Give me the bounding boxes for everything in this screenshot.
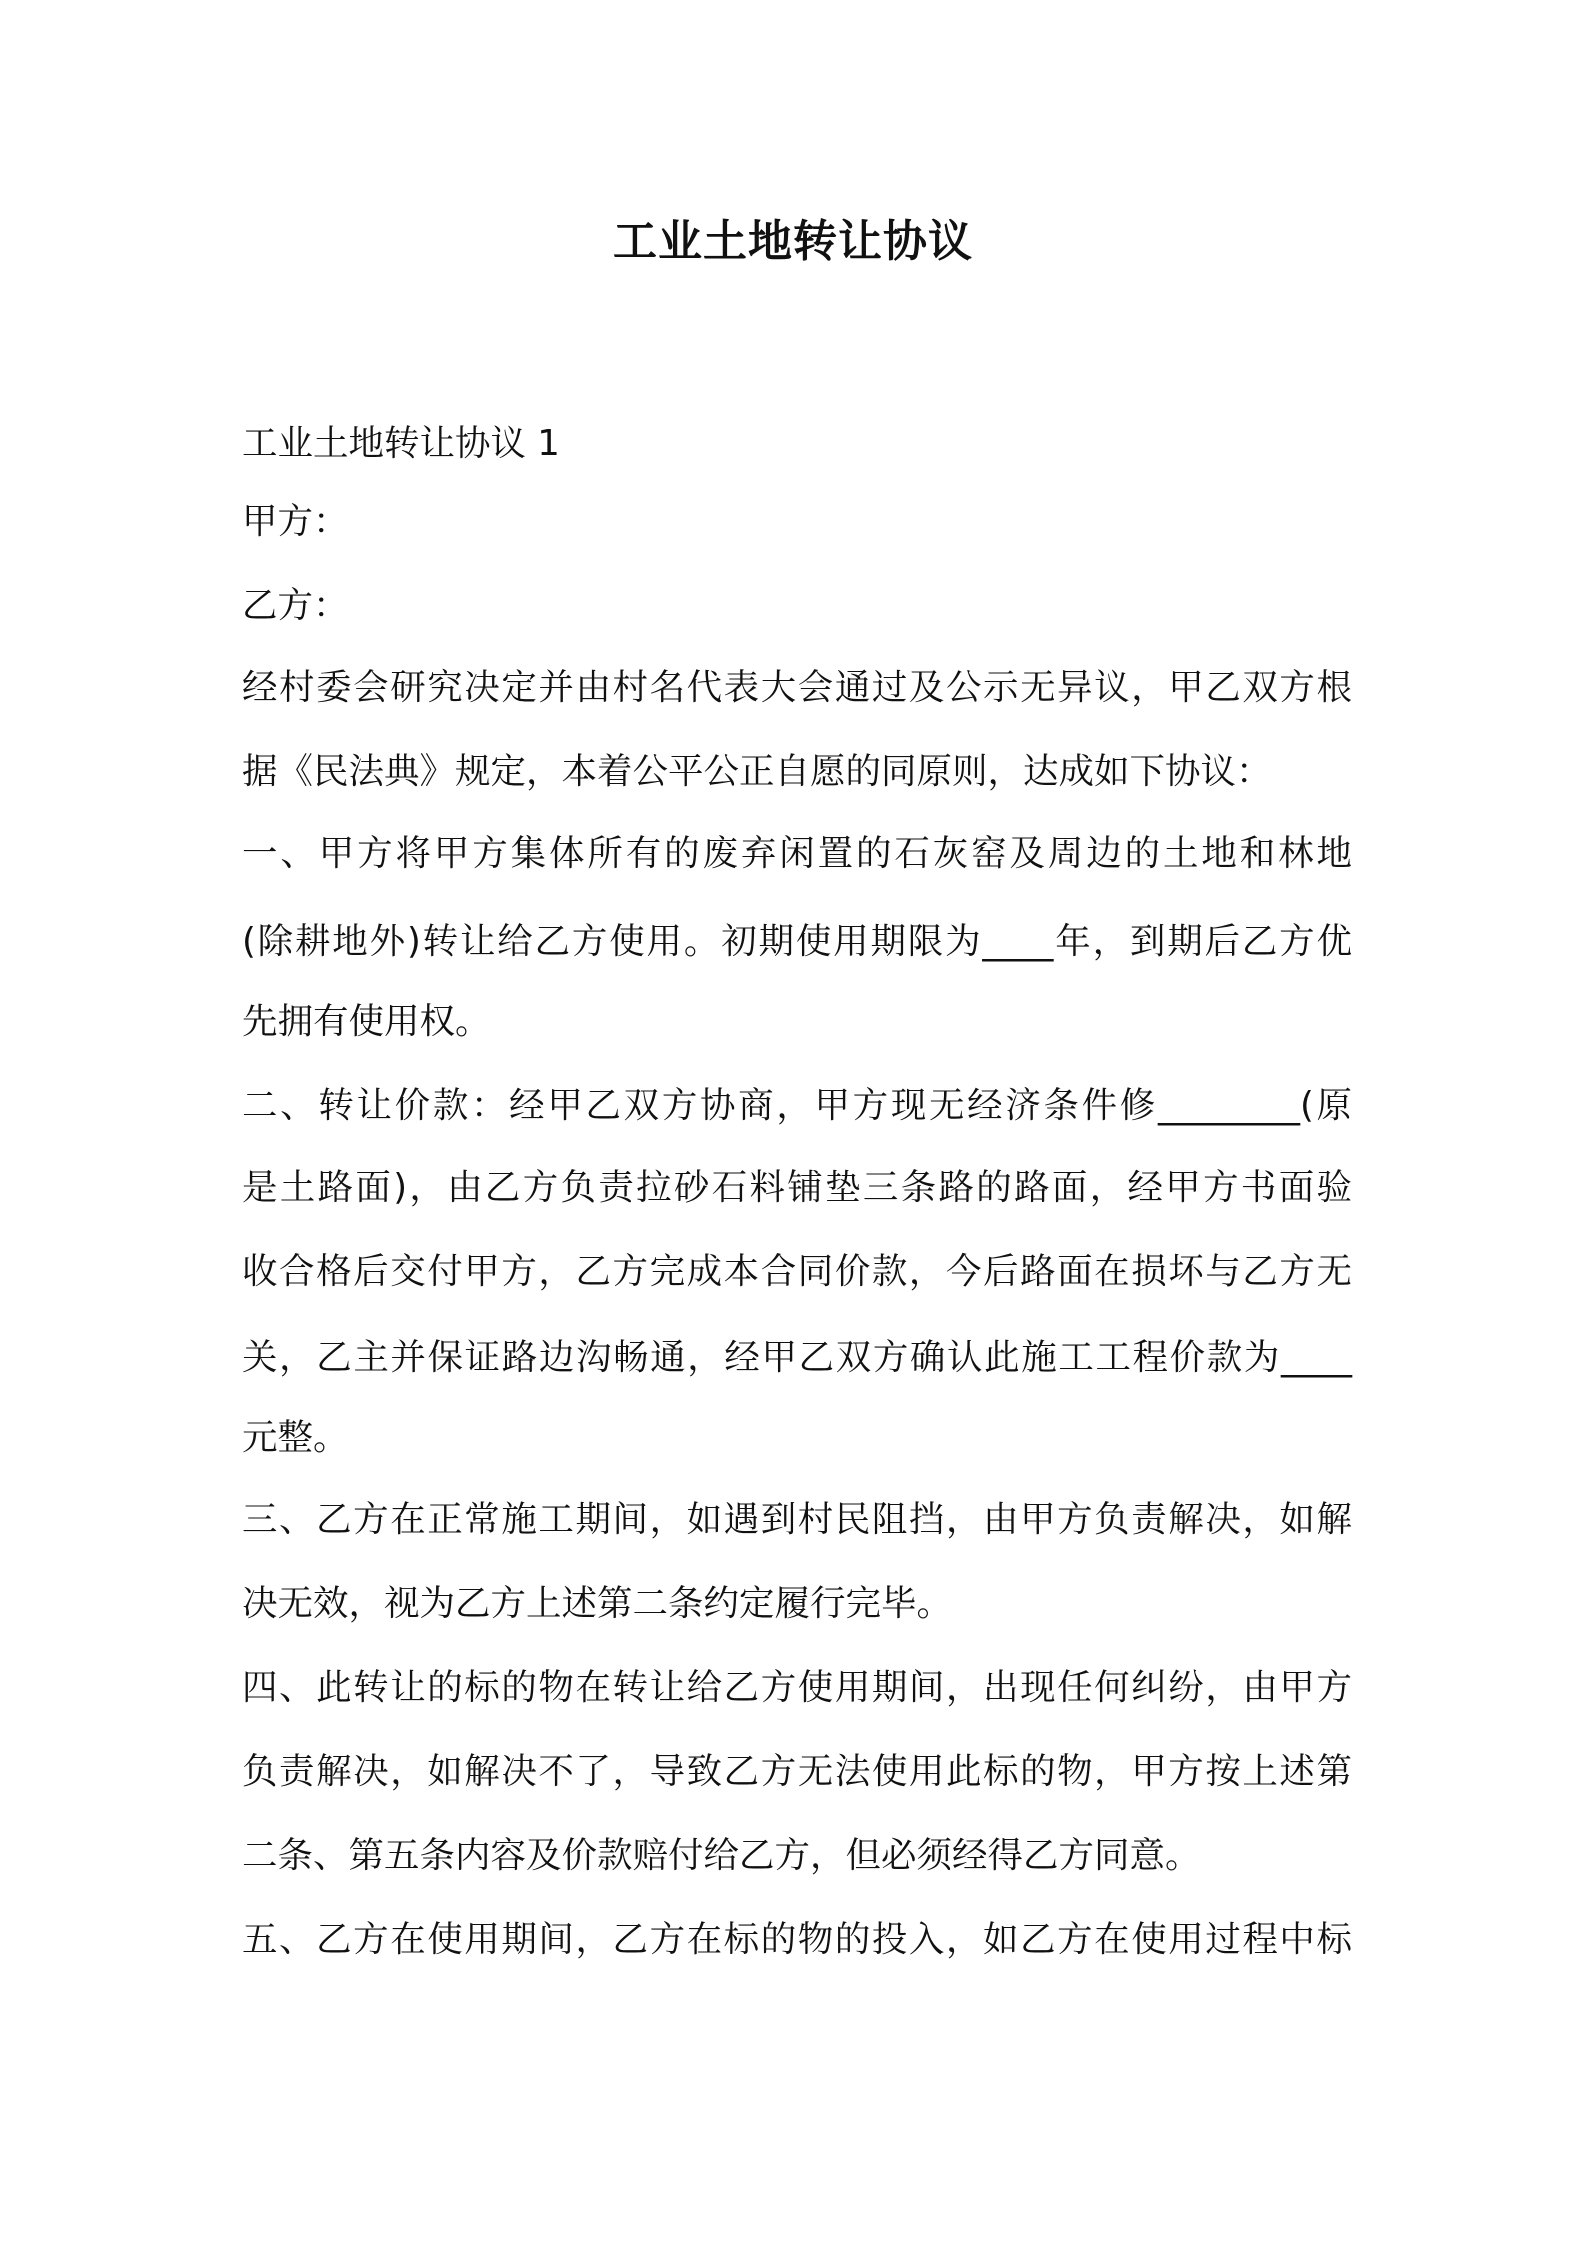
clause-2-line: 元整。 [242, 1417, 349, 1458]
clause-1-line: 先拥有使用权。 [242, 1001, 491, 1042]
preamble-line: 据《民法典》规定，本着公平公正自愿的同原则，达成如下协议： [242, 751, 1272, 792]
clause-4-line: 负责解决，如解决不了，导致乙方无法使用此标的物，甲方按上述第 [242, 1751, 1352, 1792]
clause-3-line: 决无效，视为乙方上述第二条约定履行完毕。 [242, 1583, 953, 1624]
document-title: 工业土地转让协议 [613, 216, 973, 267]
clause-2-line: 关，乙主并保证路边沟畅通，经甲乙双方确认此施工工程价款为____ [242, 1337, 1352, 1378]
party-a-label: 甲方： [242, 501, 349, 542]
clause-1-line: 一、甲方将甲方集体所有的废弃闲置的石灰窑及周边的土地和林地 [242, 833, 1352, 874]
clause-4-line: 四、此转让的标的物在转让给乙方使用期间，出现任何纠纷，由甲方 [242, 1667, 1352, 1708]
clause-3-line: 三、乙方在正常施工期间，如遇到村民阻挡，由甲方负责解决，如解 [242, 1499, 1352, 1540]
clause-4-line: 二条、第五条内容及价款赔付给乙方，但必须经得乙方同意。 [242, 1835, 1201, 1876]
party-b-label: 乙方： [242, 585, 349, 626]
preamble-line: 经村委会研究决定并由村名代表大会通过及公示无异议，甲乙双方根 [242, 667, 1352, 708]
clause-2-line: 是土路面)，由乙方负责拉砂石料铺垫三条路的路面，经甲方书面验 [242, 1167, 1352, 1208]
clause-5-line: 五、乙方在使用期间，乙方在标的物的投入，如乙方在使用过程中标 [242, 1919, 1352, 1960]
clause-1-line: (除耕地外)转让给乙方使用。初期使用期限为____年，到期后乙方优 [242, 921, 1352, 962]
clause-2-line: 二、转让价款：经甲乙双方协商，甲方现无经济条件修________(原 [242, 1085, 1352, 1126]
document-subtitle: 工业土地转让协议 1 [242, 423, 560, 464]
clause-2-line: 收合格后交付甲方，乙方完成本合同价款，今后路面在损坏与乙方无 [242, 1251, 1352, 1292]
